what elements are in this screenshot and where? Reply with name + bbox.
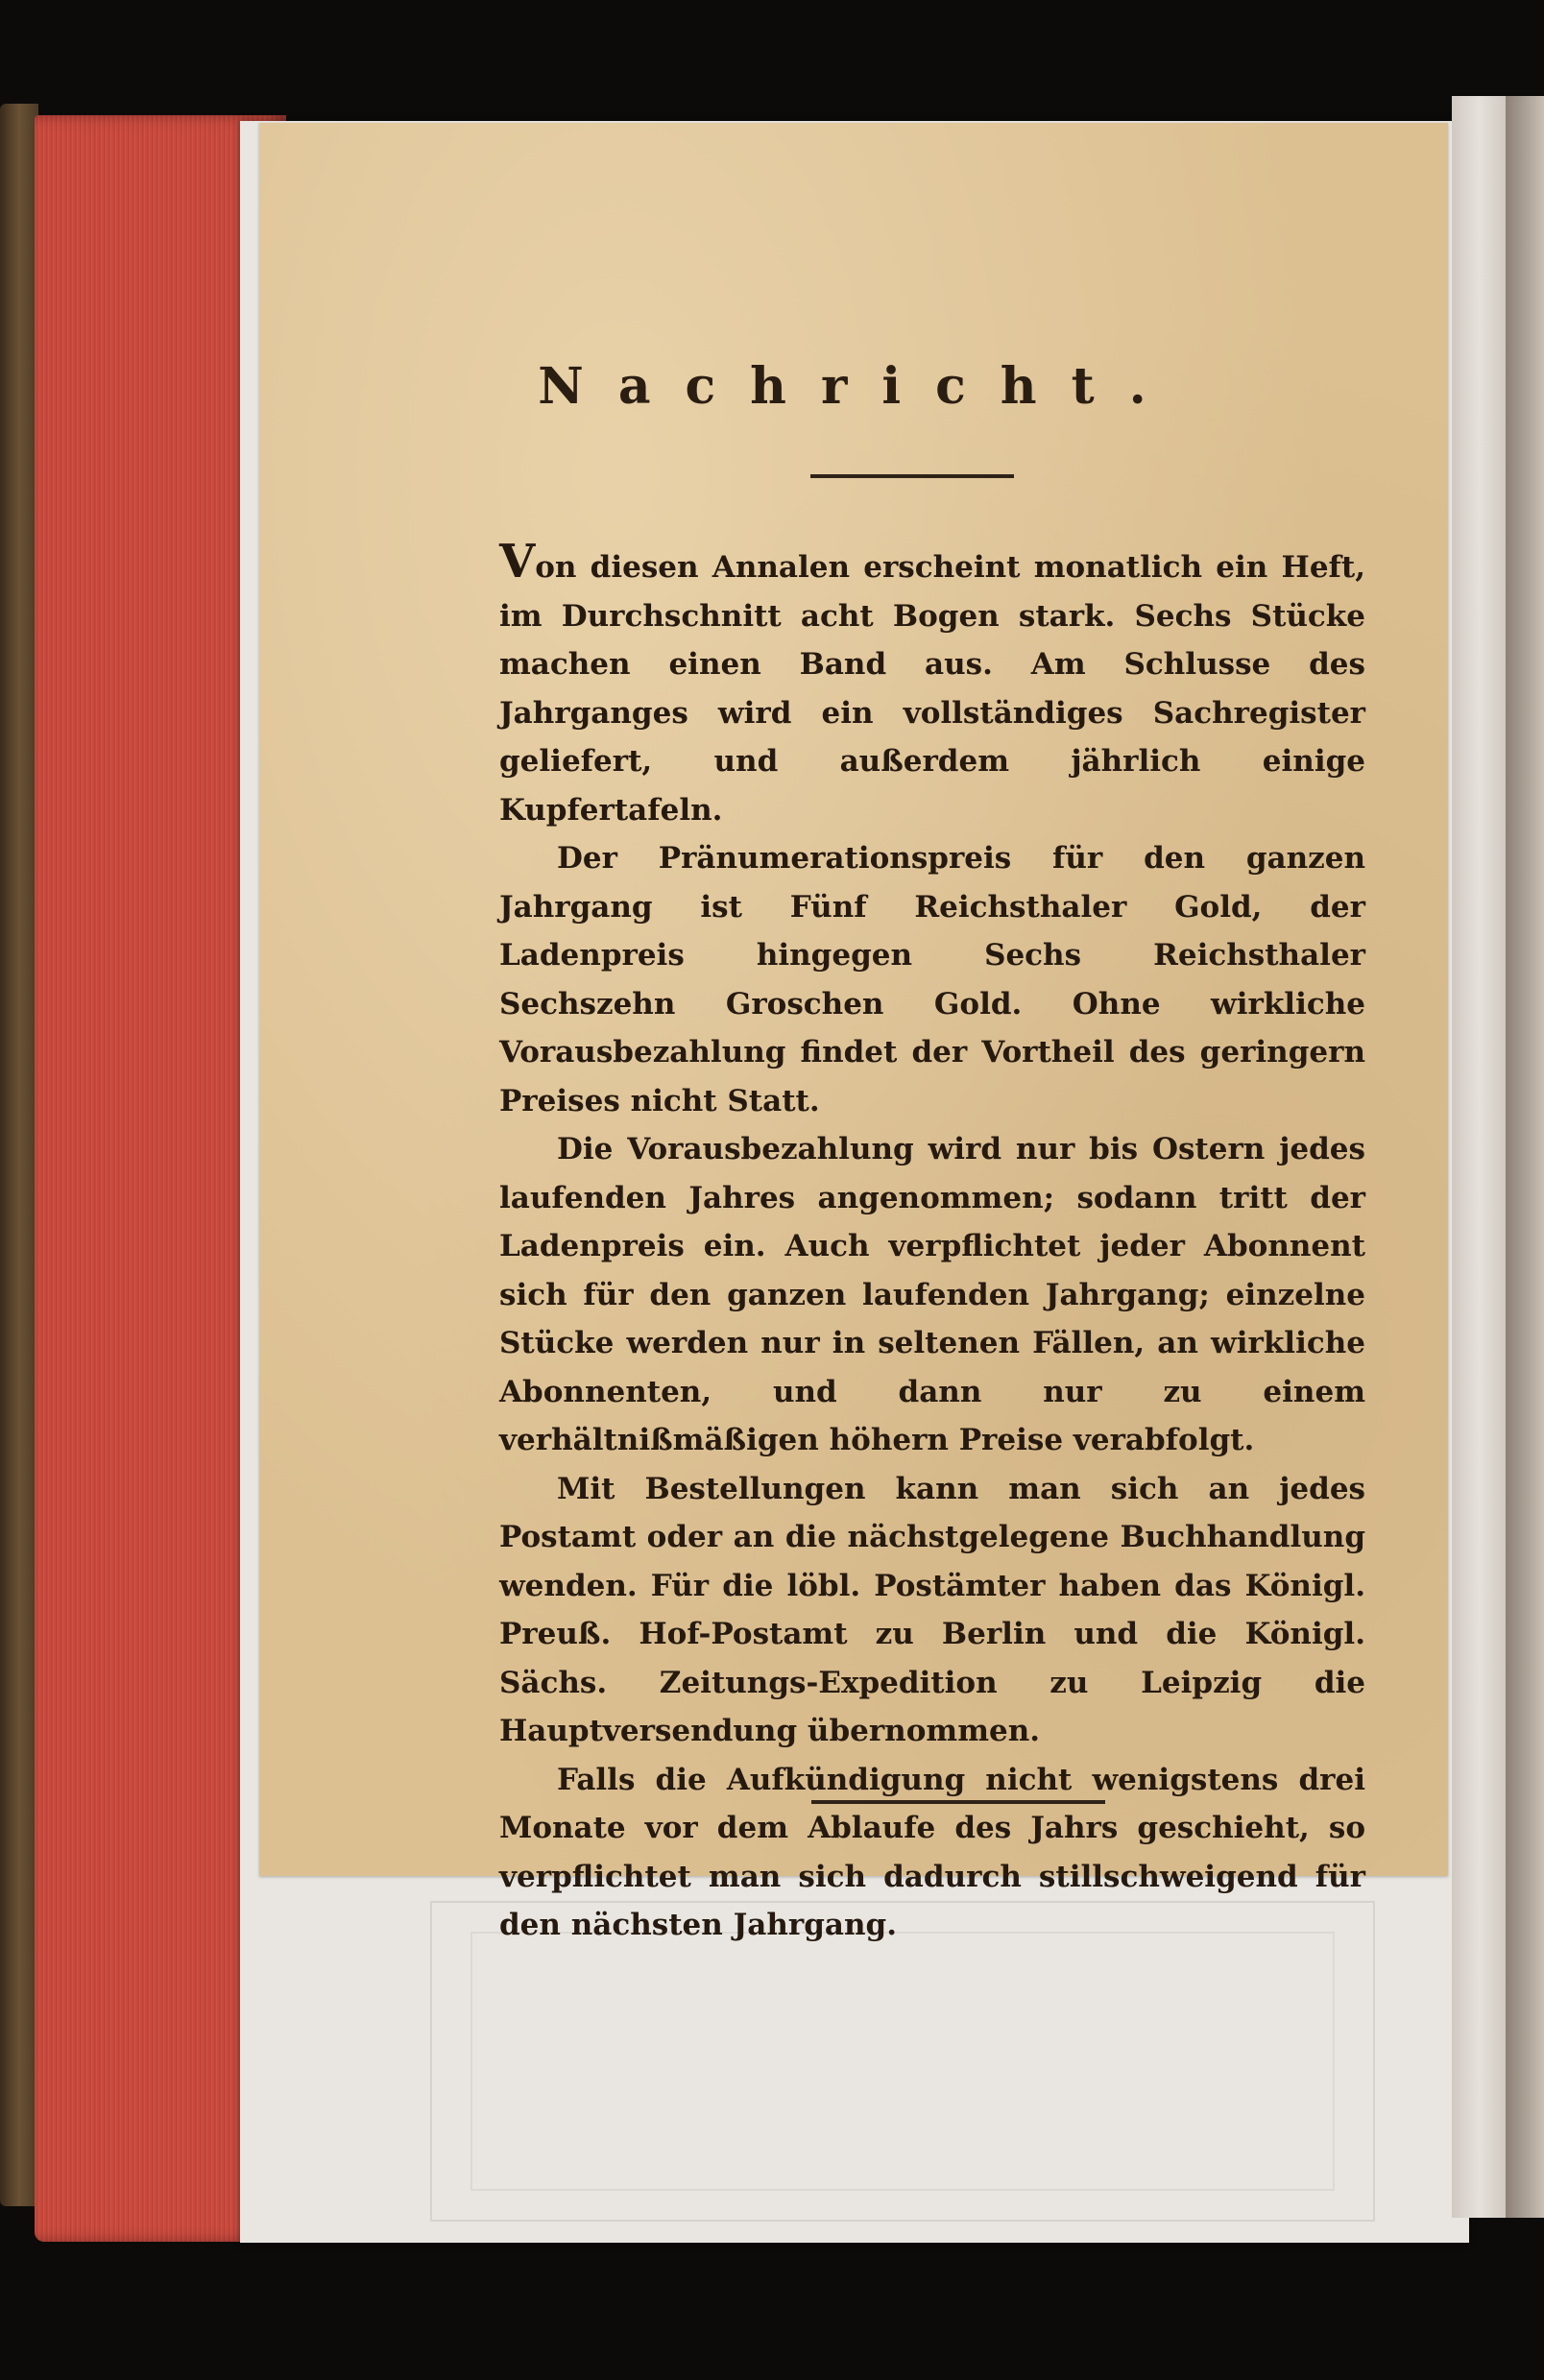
paragraph-4: Mit Bestellungen kann man sich an jedes Postamt oder an die nächstgelegene Buchhandlung wenden. Für die löbl. Postämter haben das Königl. Preuß. Hof-Postamt zu Berlin und die Königl. Sächs. Zeitungs-Expedition zu Leipzig die Hauptversendung übernommen. xyxy=(499,1471,1365,1748)
page-title: Nachricht. xyxy=(538,357,1181,416)
paragraph-1: Von diesen Annalen erscheint monatlich ein Heft, im Durchschnitt acht Bogen stark. Sechs Stücke machen einen Band aus. Am Schlusse des Jahrganges wird ein vollständiges Sachregister geliefert, und außerdem jährlich einige Kupfertafeln. xyxy=(499,535,1365,828)
right-cover xyxy=(1452,96,1544,2218)
paragraph-2: Der Pränumerationspreis für den ganzen Jahrgang ist Fünf Reichsthaler Gold, der Ladenpreis hingegen Sechs Reichsthaler Sechszehn Groschen Gold. Ohne wirkliche Vorausbezahlung findet der Vortheil des geringern Preises nicht Statt. xyxy=(499,841,1365,1118)
notice-body xyxy=(499,535,1365,1950)
closing-rule xyxy=(811,1800,1105,1804)
paragraph-3: Die Vorausbezahlung wird nur bis Ostern jedes laufenden Jahres angenommen; sodann tritt der Ladenpreis ein. Auch verpflichtet jeder Abonnent sich für den ganzen laufenden Jahrgang; einzelne Stücke werden nur in seltenen Fällen, an wirkliche Abonnenten, und dann nur zu einem verhältnißmäßigen höhern Preise verabfolgt. xyxy=(499,1132,1365,1457)
title-rule xyxy=(810,474,1014,478)
paragraph-5: Falls die Aufkündigung nicht wenigstens drei Monate vor dem Ablaufe des Jahrs geschieht, so verpflichtet man sich dadurch stillschweigend für den nächsten Jahrgang. xyxy=(499,1762,1365,1942)
left-cover xyxy=(0,104,38,2206)
right-cover-edge xyxy=(1506,96,1544,2218)
